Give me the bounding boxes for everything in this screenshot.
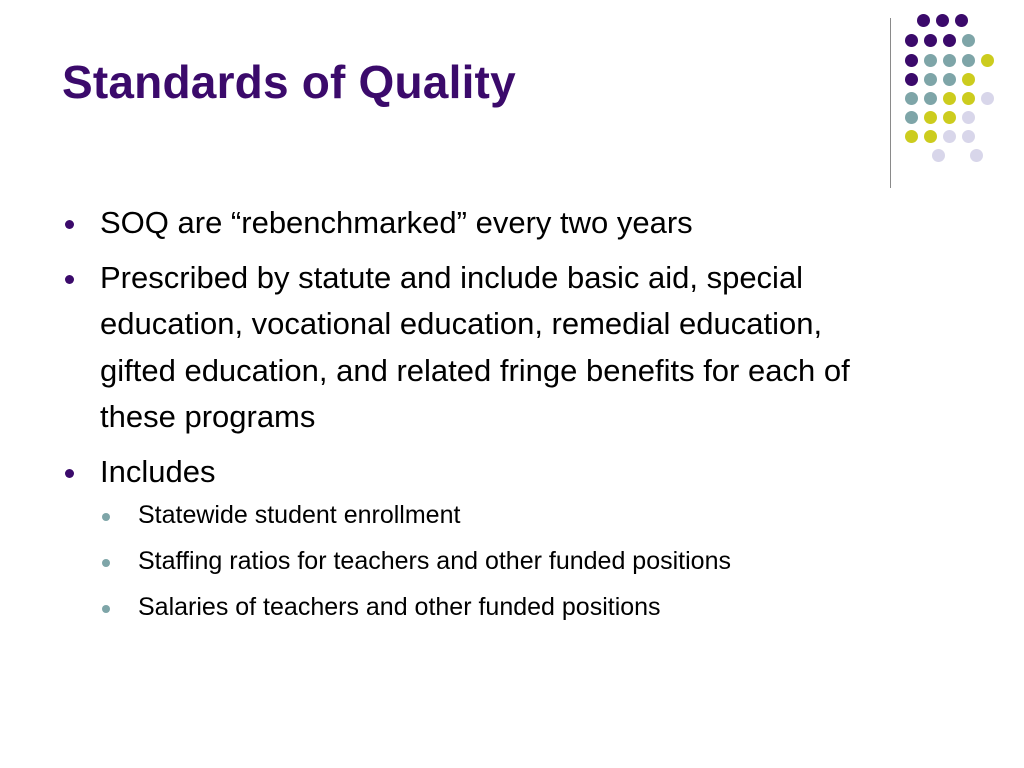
dot-icon	[962, 92, 975, 105]
sub-bullet-item	[100, 499, 962, 533]
dot-icon	[924, 92, 937, 105]
dot-icon	[924, 111, 937, 124]
dot-icon	[981, 54, 994, 67]
sub-bullet-list	[100, 499, 962, 624]
sub-bullet-dot-icon	[102, 513, 110, 521]
dot-icon	[924, 34, 937, 47]
bullet-text: SOQ are “rebenchmarked” every two years	[100, 205, 693, 240]
dot-icon	[943, 92, 956, 105]
dot-icon	[905, 92, 918, 105]
bullet-list	[62, 200, 962, 624]
dot-grid-icon	[905, 14, 1015, 174]
slide-title: Standards of Quality	[62, 56, 516, 108]
dot-icon	[962, 130, 975, 143]
dot-icon	[981, 92, 994, 105]
sub-bullet-text: Statewide student enrollment	[138, 501, 461, 529]
sub-bullet-item	[100, 545, 962, 579]
dot-icon	[905, 130, 918, 143]
bullet-item	[62, 255, 962, 441]
slide-body	[62, 200, 962, 636]
dot-icon	[962, 54, 975, 67]
dot-icon	[924, 130, 937, 143]
dot-icon	[943, 34, 956, 47]
bullet-item	[62, 449, 962, 625]
sub-bullet-dot-icon	[102, 605, 110, 613]
dot-icon	[943, 130, 956, 143]
bullet-text: Prescribed by statute and include basic aid, special education, vocational education, remedial education, gifted education, and related fringe benefits for each of these programs	[100, 259, 850, 434]
dot-icon	[905, 34, 918, 47]
bullet-dot-icon	[65, 275, 74, 284]
dot-icon	[962, 34, 975, 47]
sub-bullet-text: Staffing ratios for teachers and other funded positions	[138, 546, 731, 575]
dot-icon	[955, 14, 968, 27]
bullet-dot-icon	[65, 220, 74, 229]
sub-bullet-text: Salaries of teachers and other funded positions	[138, 592, 661, 621]
dot-icon	[962, 73, 975, 86]
title-divider	[890, 18, 891, 188]
dot-icon	[905, 73, 918, 86]
dot-icon	[932, 149, 945, 162]
dot-icon	[924, 54, 937, 67]
dot-icon	[924, 73, 937, 86]
dot-icon	[943, 54, 956, 67]
dot-icon	[936, 14, 949, 27]
dot-icon	[943, 73, 956, 86]
bullet-dot-icon	[65, 469, 74, 478]
bullet-item	[62, 200, 962, 247]
sub-bullet-item	[100, 591, 962, 625]
dot-icon	[917, 14, 930, 27]
bullet-text: Includes	[100, 453, 216, 489]
dot-icon	[962, 111, 975, 124]
dot-icon	[905, 54, 918, 67]
sub-bullet-dot-icon	[102, 559, 110, 567]
dot-icon	[970, 149, 983, 162]
dot-icon	[943, 111, 956, 124]
dot-icon	[905, 111, 918, 124]
